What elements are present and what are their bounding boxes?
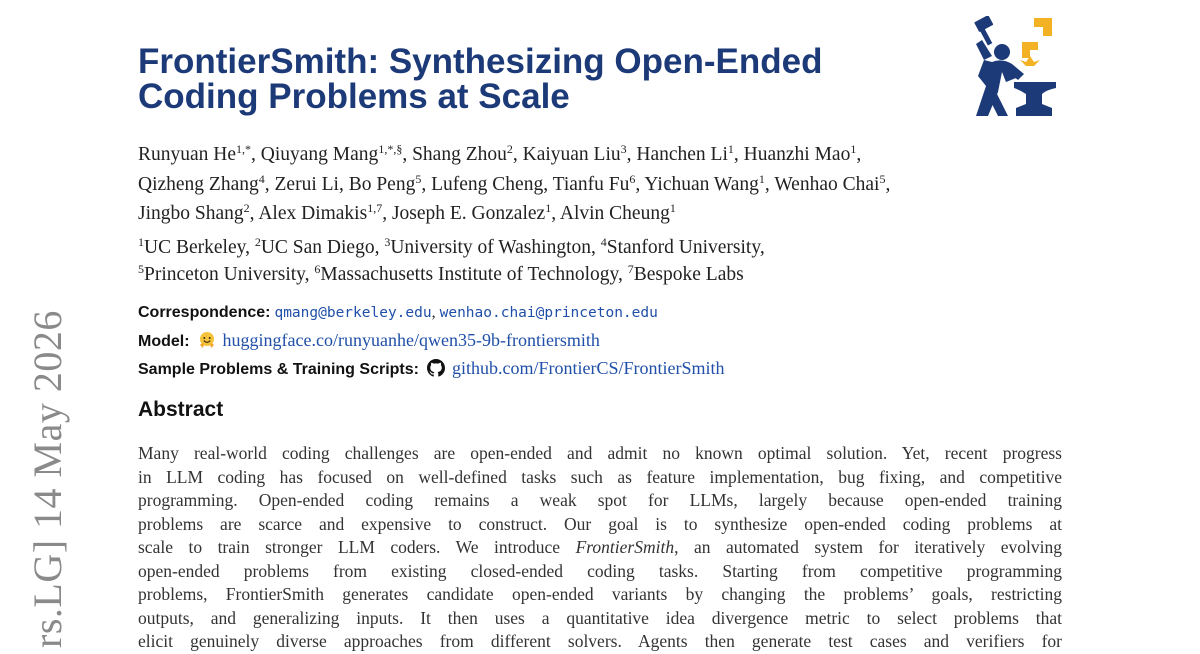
abstract-text: problems are scarce and expensive to construct. Our goal is to synthesize open-ended coding problems at	[138, 513, 1062, 534]
abstract-text: problems, FrontierSmith generates candidate open-ended variants by changing the problems’ goals, restricting	[138, 584, 1062, 604]
author-line	[138, 140, 1078, 170]
author-separator: ,	[402, 144, 413, 165]
author-separator: ,	[338, 173, 349, 195]
author-name: Lufeng Cheng	[431, 173, 544, 195]
affiliation-separator: ,	[590, 237, 601, 258]
samples-link[interactable]: github.com/FrontierCS/FrontierSmith	[451, 358, 725, 378]
author-separator: ,	[551, 203, 560, 224]
affiliation-name: UC San Diego	[260, 237, 375, 258]
abstract-text: , an automated system for iteratively evolving	[674, 537, 1062, 557]
author-separator: ,	[856, 144, 862, 165]
author-affiliation-mark: 1	[850, 142, 857, 156]
arxiv-stamp: rs.LG] 14 May 2026	[25, 310, 70, 648]
samples-label: Sample Problems & Training Scripts:	[138, 361, 419, 378]
abstract-text: programming. Open-ended coding remains a weak spot for LLMs, largely because open-ended training	[138, 490, 1062, 510]
author-separator: ,	[635, 173, 645, 195]
paper-title	[138, 44, 918, 114]
author-separator: ,	[733, 144, 744, 165]
affiliation-separator: ,	[759, 237, 765, 258]
author-affiliation-mark: 5	[415, 171, 422, 186]
affiliation-mark: 2	[254, 235, 261, 249]
affiliation-name: University of Washington	[390, 237, 591, 258]
abstract-line	[138, 489, 1062, 513]
correspondence-row	[138, 300, 1078, 327]
abstract-text: open-ended problems from existing closed-ended coding tasks. Starting from competitive programming	[138, 560, 1062, 581]
email-link-1[interactable]: qmang@berkeley.edu	[274, 305, 432, 321]
author-name: Kaiyuan Liu	[522, 144, 621, 165]
author-affiliation-mark: 1,*	[236, 142, 252, 156]
affiliation-name: UC Berkeley	[144, 237, 246, 258]
author-separator: ,	[264, 173, 275, 195]
author-affiliation-mark: 1	[758, 171, 765, 186]
affiliation-mark: 6	[314, 262, 321, 276]
author-affiliation-mark: 2	[243, 201, 250, 215]
author-separator: ,	[885, 173, 891, 195]
author-affiliation-mark: 2	[506, 142, 513, 156]
affiliation-separator: ,	[304, 264, 315, 285]
author-name: Hanchen Li	[636, 144, 728, 165]
abstract-line	[138, 536, 1062, 560]
author-separator: ,	[543, 173, 553, 195]
abstract-line	[138, 560, 1062, 584]
affiliation-mark: 3	[384, 235, 391, 249]
author-name: Huanzhi Mao	[743, 144, 851, 165]
abstract-text: elicit genuinely diverse approaches from different solvers. Agents then generate test cases and verifiers for	[138, 631, 1062, 651]
author-separator: ,	[251, 144, 261, 165]
author-affiliation-mark: 3	[620, 142, 627, 156]
model-label: Model:	[138, 332, 190, 350]
affiliation-name: Bespoke Labs	[633, 264, 744, 285]
abstract-line	[138, 607, 1062, 631]
abstract-line	[138, 442, 1062, 466]
model-link[interactable]: huggingface.co/runyuanhe/qwen35-9b-frontiersmith	[222, 329, 600, 350]
author-list	[138, 140, 1078, 229]
author-name: Qiuyang Mang	[260, 144, 379, 165]
author-name: Joseph E. Gonzalez	[391, 203, 546, 224]
author-line	[138, 199, 1078, 229]
github-icon	[427, 359, 445, 377]
correspondence-label: Correspondence:	[138, 304, 271, 321]
author-affiliation-mark: 1	[669, 201, 676, 215]
affiliation-list	[138, 234, 1078, 288]
author-affiliation-mark: 1	[545, 201, 552, 215]
author-name: Tianfu Fu	[552, 173, 630, 195]
abstract-heading: Abstract	[138, 398, 224, 421]
author-separator: ,	[626, 144, 637, 165]
author-name: Alex Dimakis	[258, 203, 368, 224]
affiliation-mark: 5	[138, 262, 144, 276]
abstract-line	[138, 513, 1062, 537]
model-row	[138, 327, 1078, 356]
email-separator: ,	[431, 304, 440, 321]
author-separator: ,	[421, 173, 432, 195]
affiliation-line	[138, 234, 1078, 261]
blacksmith-anvil-icon	[958, 16, 1062, 120]
abstract-text: Many real-world coding challenges are open-ended and admit no known optimal solution. Yet, recent progress	[138, 443, 1062, 463]
system-name-italic: FrontierSmith	[575, 537, 675, 557]
abstract-line	[138, 630, 1062, 654]
author-affiliation-mark: 1,7	[367, 201, 383, 215]
author-affiliation-mark: 1,*,§	[378, 142, 403, 156]
affiliation-mark: 1	[138, 235, 144, 249]
paper-title-line-1: FrontierSmith: Synthesizing Open-Ended	[138, 42, 823, 81]
affiliation-separator: ,	[374, 237, 385, 258]
email-link-2[interactable]: wenhao.chai@princeton.edu	[439, 305, 658, 321]
affiliation-separator: ,	[618, 264, 628, 285]
affiliation-name: Stanford University	[606, 237, 760, 258]
affiliation-line	[138, 261, 1078, 288]
paper-title-line-2: Coding Problems at Scale	[138, 77, 570, 116]
affiliation-mark: 4	[600, 235, 607, 249]
affiliation-name: Massachusetts Institute of Technology	[320, 264, 619, 285]
author-name: Wenhao Chai	[774, 173, 880, 195]
abstract-text: outputs, and generalizing inputs. It then uses a quantitative idea divergence metric to select problems that	[138, 607, 1062, 628]
huggingface-icon	[198, 331, 216, 349]
author-name: Yichuan Wang	[644, 173, 759, 195]
author-separator: ,	[512, 144, 523, 165]
author-affiliation-mark: 4	[258, 171, 265, 186]
samples-row	[138, 355, 1078, 384]
author-affiliation-mark: 6	[629, 171, 636, 186]
author-separator: ,	[382, 203, 392, 224]
affiliation-separator: ,	[245, 237, 255, 258]
author-affiliation-mark: 1	[727, 142, 734, 156]
author-name: Bo Peng	[348, 173, 416, 195]
author-name: Zerui Li	[274, 173, 339, 195]
affiliation-mark: 7	[627, 262, 634, 276]
affiliation-name: Princeton University	[144, 264, 305, 285]
abstract-body	[138, 442, 1062, 654]
abstract-text: in LLM coding has focused on well-defined tasks such as feature implementation, bug fixing, and competitive	[138, 466, 1062, 487]
author-name: Shang Zhou	[412, 144, 507, 165]
abstract-text: scale to train stronger LLM coders. We introduce	[138, 537, 576, 557]
abstract-line	[138, 466, 1062, 490]
author-name: Qizheng Zhang	[138, 173, 259, 195]
paper-metadata	[138, 300, 1078, 384]
author-name: Runyuan He	[138, 144, 237, 165]
author-name: Alvin Cheung	[559, 203, 670, 224]
author-separator: ,	[249, 203, 259, 224]
abstract-line	[138, 583, 1062, 607]
author-name: Jingbo Shang	[138, 203, 244, 224]
author-line	[138, 170, 1078, 200]
author-affiliation-mark: 5	[879, 171, 886, 186]
author-separator: ,	[764, 173, 775, 195]
